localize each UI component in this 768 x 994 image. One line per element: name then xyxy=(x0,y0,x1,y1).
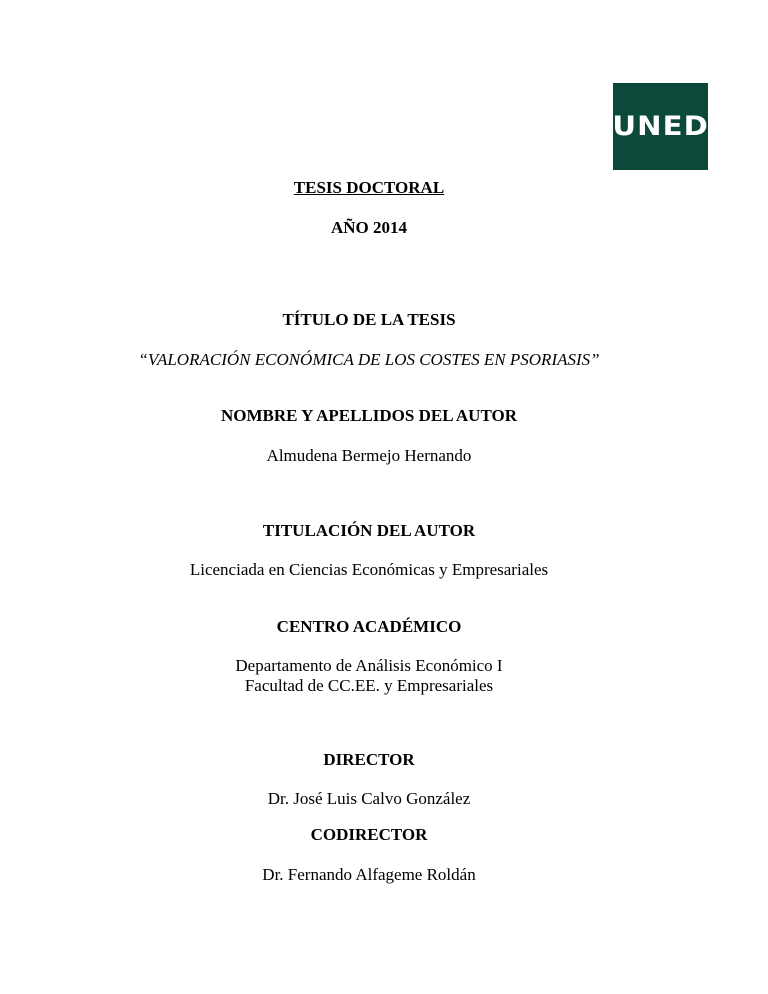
center-line-2: Facultad de CC.EE. y Empresariales xyxy=(244,676,494,695)
author-degree-value: Licenciada en Ciencias Económicas y Empresariales xyxy=(189,560,549,579)
year-heading: AÑO 2014 xyxy=(330,218,408,237)
author-name-label: NOMBRE Y APELLIDOS DEL AUTOR xyxy=(221,406,517,425)
center-label: CENTRO ACADÉMICO xyxy=(276,617,462,636)
author-degree-label: TITULACIÓN DEL AUTOR xyxy=(262,521,476,540)
director-label: DIRECTOR xyxy=(323,750,415,769)
doc-type-heading: TESIS DOCTORAL xyxy=(293,178,445,197)
codirector-label: CODIRECTOR xyxy=(310,825,428,844)
title-label: TÍTULO DE LA TESIS xyxy=(282,310,456,329)
uned-logo xyxy=(613,83,708,170)
center-line-1: Departamento de Análisis Económico I xyxy=(235,656,503,675)
codirector-value: Dr. Fernando Alfageme Roldán xyxy=(262,865,476,884)
uned-logo-text: UNED xyxy=(612,111,709,142)
title-value: “VALORACIÓN ECONÓMICA DE LOS COSTES EN PSORIASIS” xyxy=(138,350,600,369)
author-name-value: Almudena Bermejo Hernando xyxy=(266,446,472,465)
director-value: Dr. José Luis Calvo González xyxy=(267,789,471,808)
